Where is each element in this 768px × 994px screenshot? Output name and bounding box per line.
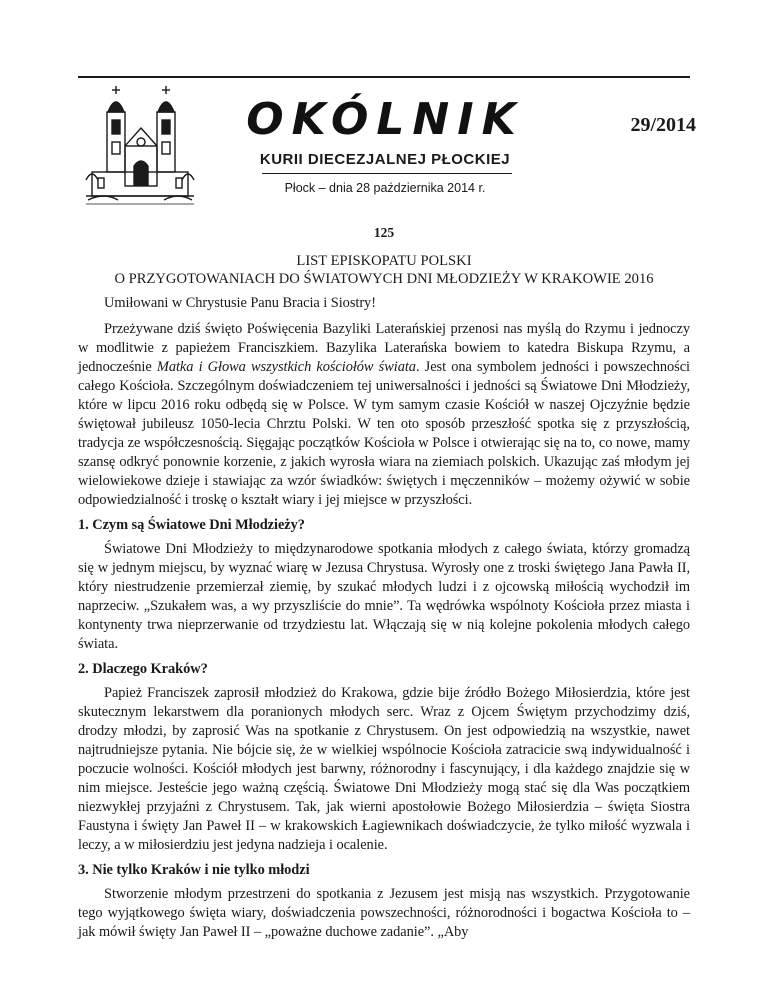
section-2-heading: 2. Dlaczego Kraków? [78, 661, 208, 677]
document-number: 125 [373, 225, 395, 240]
section-1-heading: 1. Czym są Światowe Dni Młodzieży? [78, 517, 305, 533]
intro-text-italic: Matka i Głowa wszystkich kościołów świata [156, 359, 416, 375]
intro-paragraph [78, 320, 690, 510]
publication-date: Płock – dnia 28 października 2014 r. [284, 181, 486, 195]
publication-subtitle: KURII DIECEZJALNEJ PŁOCKIEJ [259, 151, 511, 168]
salutation: Umiłowani w Chrystusie Panu Bracia i Siostry! [104, 295, 376, 311]
section-3-heading: 3. Nie tylko Kraków i nie tylko młodzi [78, 862, 310, 878]
church-illustration [84, 84, 196, 208]
document-title-line-1: LIST EPISKOPATU POLSKI [296, 253, 472, 269]
section-2-paragraph: Papież Franciszek zaprosił młodzież do Krakowa, gdzie bije źródło Bożego Miłosierdzia, które jest skutecznym lekarstwem dla poranionych młodych serc. Wraz z Ojcem Świętym przychodzimy dziś, drodzy młodzi, by zaprosić Was na spotkanie z Chrystusem. On jest odpowiedzią na wszystkie, nawet najtrudniejsze pytania. Nie bójcie się, że w wielkiej wspólnocie Kościoła zatracicie swą indywidualność i poczucie wolności. Kościół młodych jest barwny, różnorodny i fascynujący, i dla każdego znajdzie się w nim miejsce. Jesteście jego ważną częścią. Światowe Dni Młodzieży mogą stać się dla Was początkiem niezwykłej przyjaźni z Chrystusem. Tak, jak wierni apostołowie Bożego Miłosierdzia – święta Siostra Faustyna i święty Jan Paweł II – w krakowskich Łagiewnikach doświadczycie, że tylko miłość wyzwala i leczy, a w miłosierdziu jest jedyna nadzieja i ocalenie. [78, 685, 690, 853]
masthead-divider [262, 173, 512, 174]
section-1-paragraph: Światowe Dni Młodzieży to międzynarodowe spotkania młodych z całego świata, którzy gromadzą się w jednym miejscu, by wyznać wiarę w Jezusa Chrystusa. Wyrosły one z troski świętego Jana Pawła II, który niestrudzenie przemierzał ziemię, by szukać młodych ludzi i z ojcowską miłością wychodził im naprzeciw. „Szukałem was, a wy przyszliście do mnie”. Ta wędrówka wspólnoty Kościoła przez miasta i kontynenty trwa nieprzerwanie od trzydziestu lat. Włączają się w nią kolejne pokolenia młodych całego świata. [78, 541, 690, 652]
issue-number: 29/2014 [630, 114, 696, 136]
publication-title: OKÓLNIK [246, 94, 524, 145]
document-title [70, 252, 698, 288]
letter-body [78, 294, 690, 948]
intro-text-part-2: . Jest ona symbolem jedności i powszechności całego Kościoła. Szczególnym doświadczeniem tej uniwersalności i jedności są Światowe Dni Młodzieży, które w lipcu 2016 roku odbędą się w Polsce. W tym samym czasie Kościół w naszej Ojczyźnie będzie świętował jubileusz 1050-lecia Chrztu Polski. W ten oto sposób przeszłość spotka się z przyszłością, tradycja ze współczesnością. Sięgając początków Kościoła w Polsce i otwierając się na to, co nowe, mamy szansę odkryć ponownie korzenie, z jakich wyrosła wiara na ziemiach polskich. Ukazując zaś młodym jej wielowiekowe dzieje i stawiając za wzór świadków: świętych i męczenników – możemy ożywić w sobie odpowiedzialność i troskę o kształt wiary i jej miejsce w przyszłości. [78, 359, 690, 508]
intro-text-part-1: Przeżywane dziś święto Poświęcenia Bazyliki Laterańskiej przenosi nas myślą do Rzymu i jednoczy w modlitwie z papieżem Franciszkiem. Bazylika Laterańska bowiem to katedra Biskupa Rzymu, a jednocześnie [78, 321, 690, 375]
document-title-line-2: O PRZYGOTOWANIACH DO ŚWIATOWYCH DNI MŁODZIEŻY W KRAKOWIE 2016 [114, 271, 654, 287]
section-3-paragraph: Stworzenie młodym przestrzeni do spotkania z Jezusem jest misją nas wszystkich. Przygotowanie tego wyjątkowego święta wiary, doświadczenia powszechności, różnorodności i bogactwa Kościoła to – jak mówił święty Jan Paweł II – „poważne duchowe zadanie”. „Aby [78, 886, 690, 940]
top-rule [78, 76, 690, 78]
